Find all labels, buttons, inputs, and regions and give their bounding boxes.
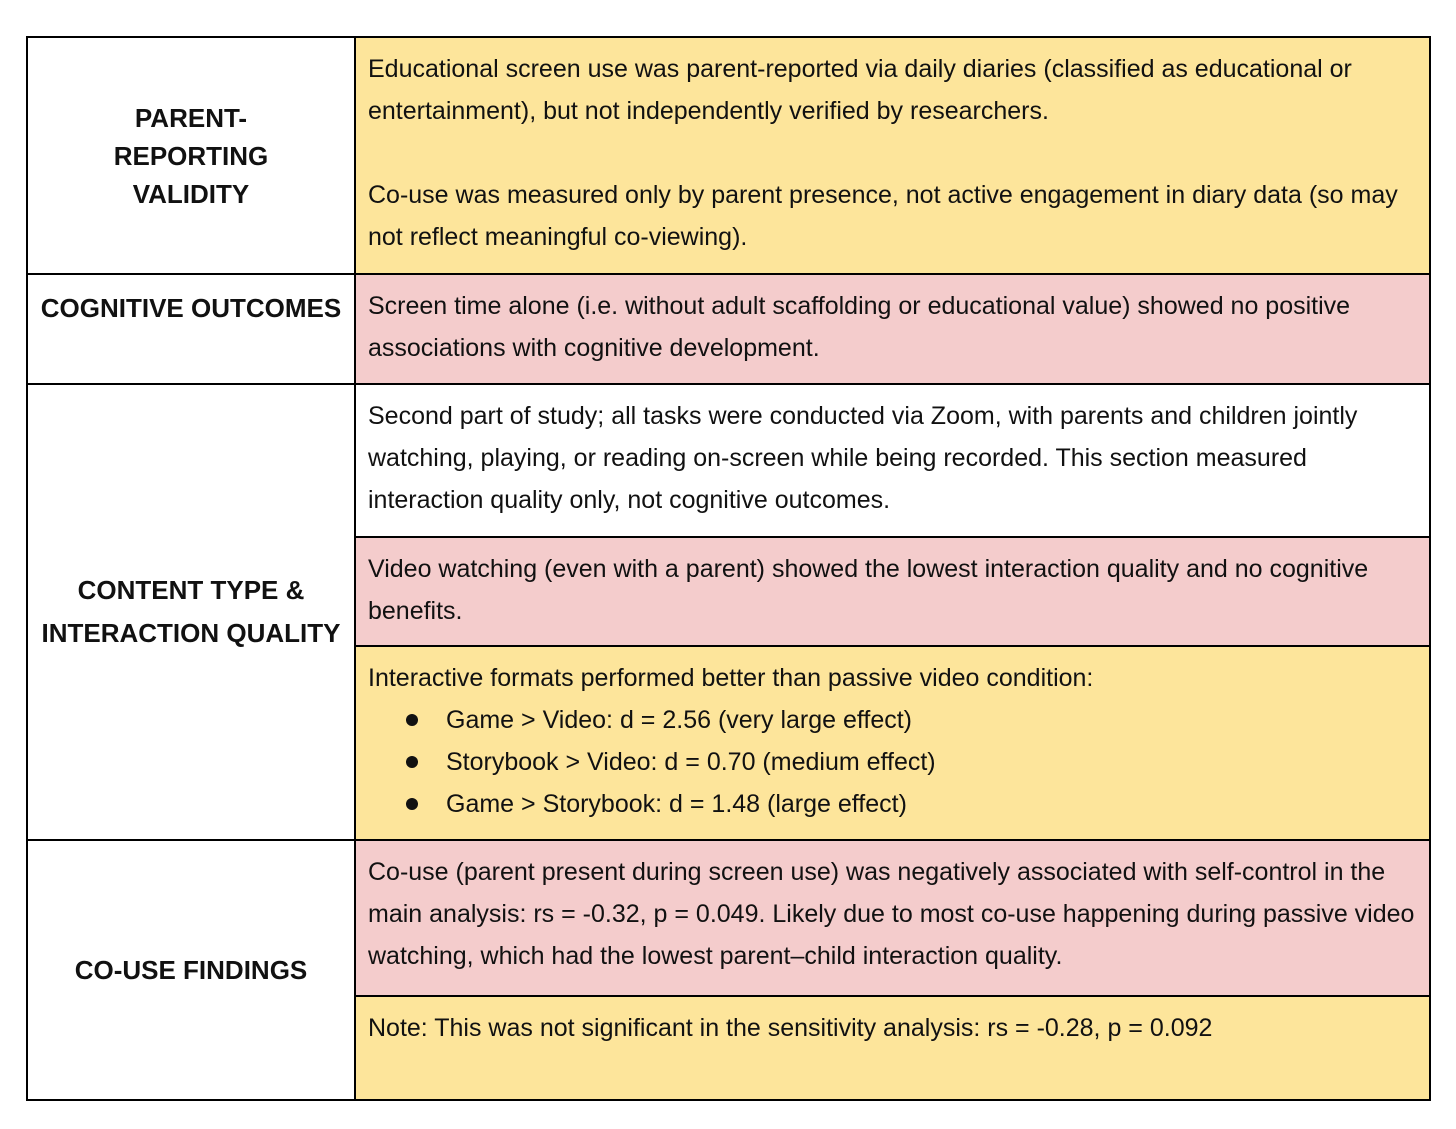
list-item [406,783,1417,825]
bullet-icon [406,798,418,810]
finding-cell [355,384,1430,537]
findings-table [26,36,1431,1101]
finding-text: Note: This was not significant in the sensitivity analysis: rs = -0.28, p = 0.092 [368,1014,1213,1042]
finding-cell [355,37,1430,274]
finding-text: Co-use was measured only by parent presence, not active engagement in diary data (so may not reflect meaningful co-viewing). [368,181,1398,251]
row-label-cell [27,37,355,274]
bullet-icon [406,756,418,768]
table-row-content-type [27,384,1430,537]
finding-text: Educational screen use was parent-reported via daily diaries (classified as educational or entertainment), but not independently verified by researchers. [368,55,1352,125]
list-item [406,741,1417,783]
list-item [406,699,1417,741]
finding-cell [355,274,1430,384]
row-label: PARENT-REPORTING VALIDITY [113,102,269,209]
table-row-cognitive-outcomes [27,274,1430,384]
finding-cell [355,840,1430,996]
effect-size-list [368,699,1417,825]
finding-text: Video watching (even with a parent) showed the lowest interaction quality and no cognitive benefits. [368,555,1369,625]
row-label: CO-USE FINDINGS [74,955,308,985]
list-item-text: Game > Video: d = 2.56 (very large effect) [446,706,913,734]
list-item-text: Game > Storybook: d = 1.48 (large effect) [446,790,907,818]
list-item-text: Storybook > Video: d = 0.70 (medium effect) [446,748,936,776]
row-label-cell [27,840,355,1100]
finding-cell [355,537,1430,646]
finding-text: Screen time alone (i.e. without adult scaffolding or educational value) showed no positive associations with cognitive development. [368,292,1351,362]
table-row-co-use [27,840,1430,996]
finding-cell [355,646,1430,840]
row-label-cell [27,274,355,384]
row-label: COGNITIVE OUTCOMES [40,293,342,323]
finding-cell [355,996,1430,1100]
row-label-cell [27,384,355,840]
row-label: CONTENT TYPE & INTERACTION QUALITY [41,575,341,648]
bullet-icon [406,714,418,726]
table-row-parent-reporting [27,37,1430,274]
finding-text: Co-use (parent present during screen use) was negatively associated with self-control in the main analysis: rs = -0.32, p = 0.049. Likely due to most co-use happening during passive video watching, which had the lowest parent–child interaction quality. [368,858,1415,970]
finding-text: Interactive formats performed better than passive video condition: [368,664,1094,692]
finding-text: Second part of study; all tasks were conducted via Zoom, with parents and children jointly watching, playing, or reading on-screen while being recorded. This section measured interaction quality only, not cognitive outcomes. [368,402,1358,514]
